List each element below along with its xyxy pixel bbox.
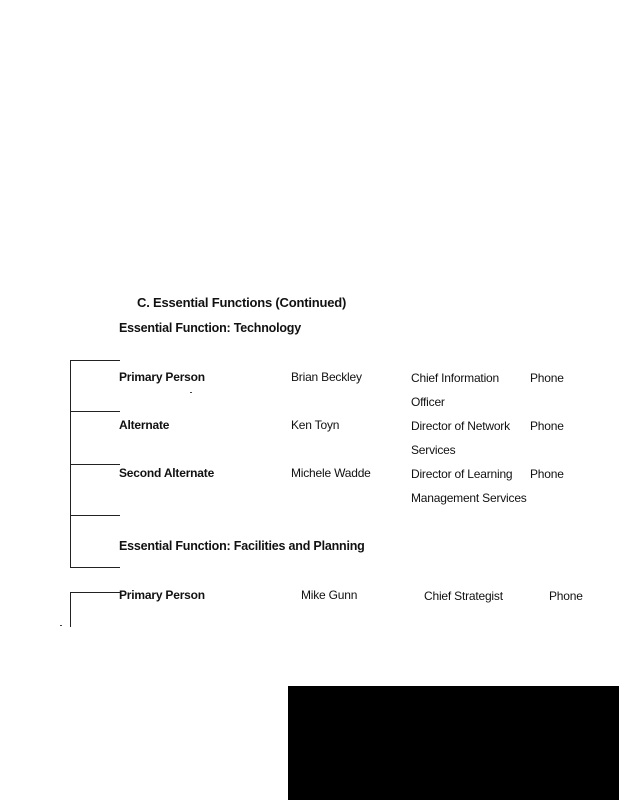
- person-name: Ken Toyn: [291, 418, 340, 432]
- contact-label: Phone: [530, 371, 564, 385]
- person-title: Services: [411, 443, 456, 457]
- scan-speck: [190, 392, 192, 393]
- person-title: Officer: [411, 395, 445, 409]
- redaction-block: [288, 686, 619, 800]
- person-title: Chief Information: [411, 371, 499, 385]
- technology-heading: Essential Function: Technology: [119, 321, 301, 335]
- row-divider: [70, 515, 120, 516]
- row-divider: [70, 464, 120, 465]
- contact-label: Phone: [530, 419, 564, 433]
- table-left-border: [70, 592, 71, 627]
- person-title: Chief Strategist: [424, 589, 503, 603]
- row-divider: [70, 411, 120, 412]
- person-name: Brian Beckley: [291, 370, 362, 384]
- role-label: Primary Person: [119, 370, 205, 384]
- person-title: Director of Network: [411, 419, 510, 433]
- row-divider: [70, 360, 120, 361]
- row-divider: [70, 567, 120, 568]
- person-name: Mike Gunn: [301, 588, 358, 602]
- scan-speck: [60, 625, 62, 626]
- person-title: Director of Learning: [411, 467, 513, 481]
- contact-label: Phone: [530, 467, 564, 481]
- role-label: Alternate: [119, 418, 170, 432]
- contact-label: Phone: [549, 589, 583, 603]
- facilities-heading: Essential Function: Facilities and Planning: [119, 539, 365, 553]
- person-name: Michele Wadde: [291, 466, 371, 480]
- row-divider: [70, 592, 120, 593]
- person-title: Management Services: [411, 491, 527, 505]
- section-heading: C. Essential Functions (Continued): [137, 295, 347, 310]
- role-label: Second Alternate: [119, 466, 215, 480]
- role-label: Primary Person: [119, 588, 205, 602]
